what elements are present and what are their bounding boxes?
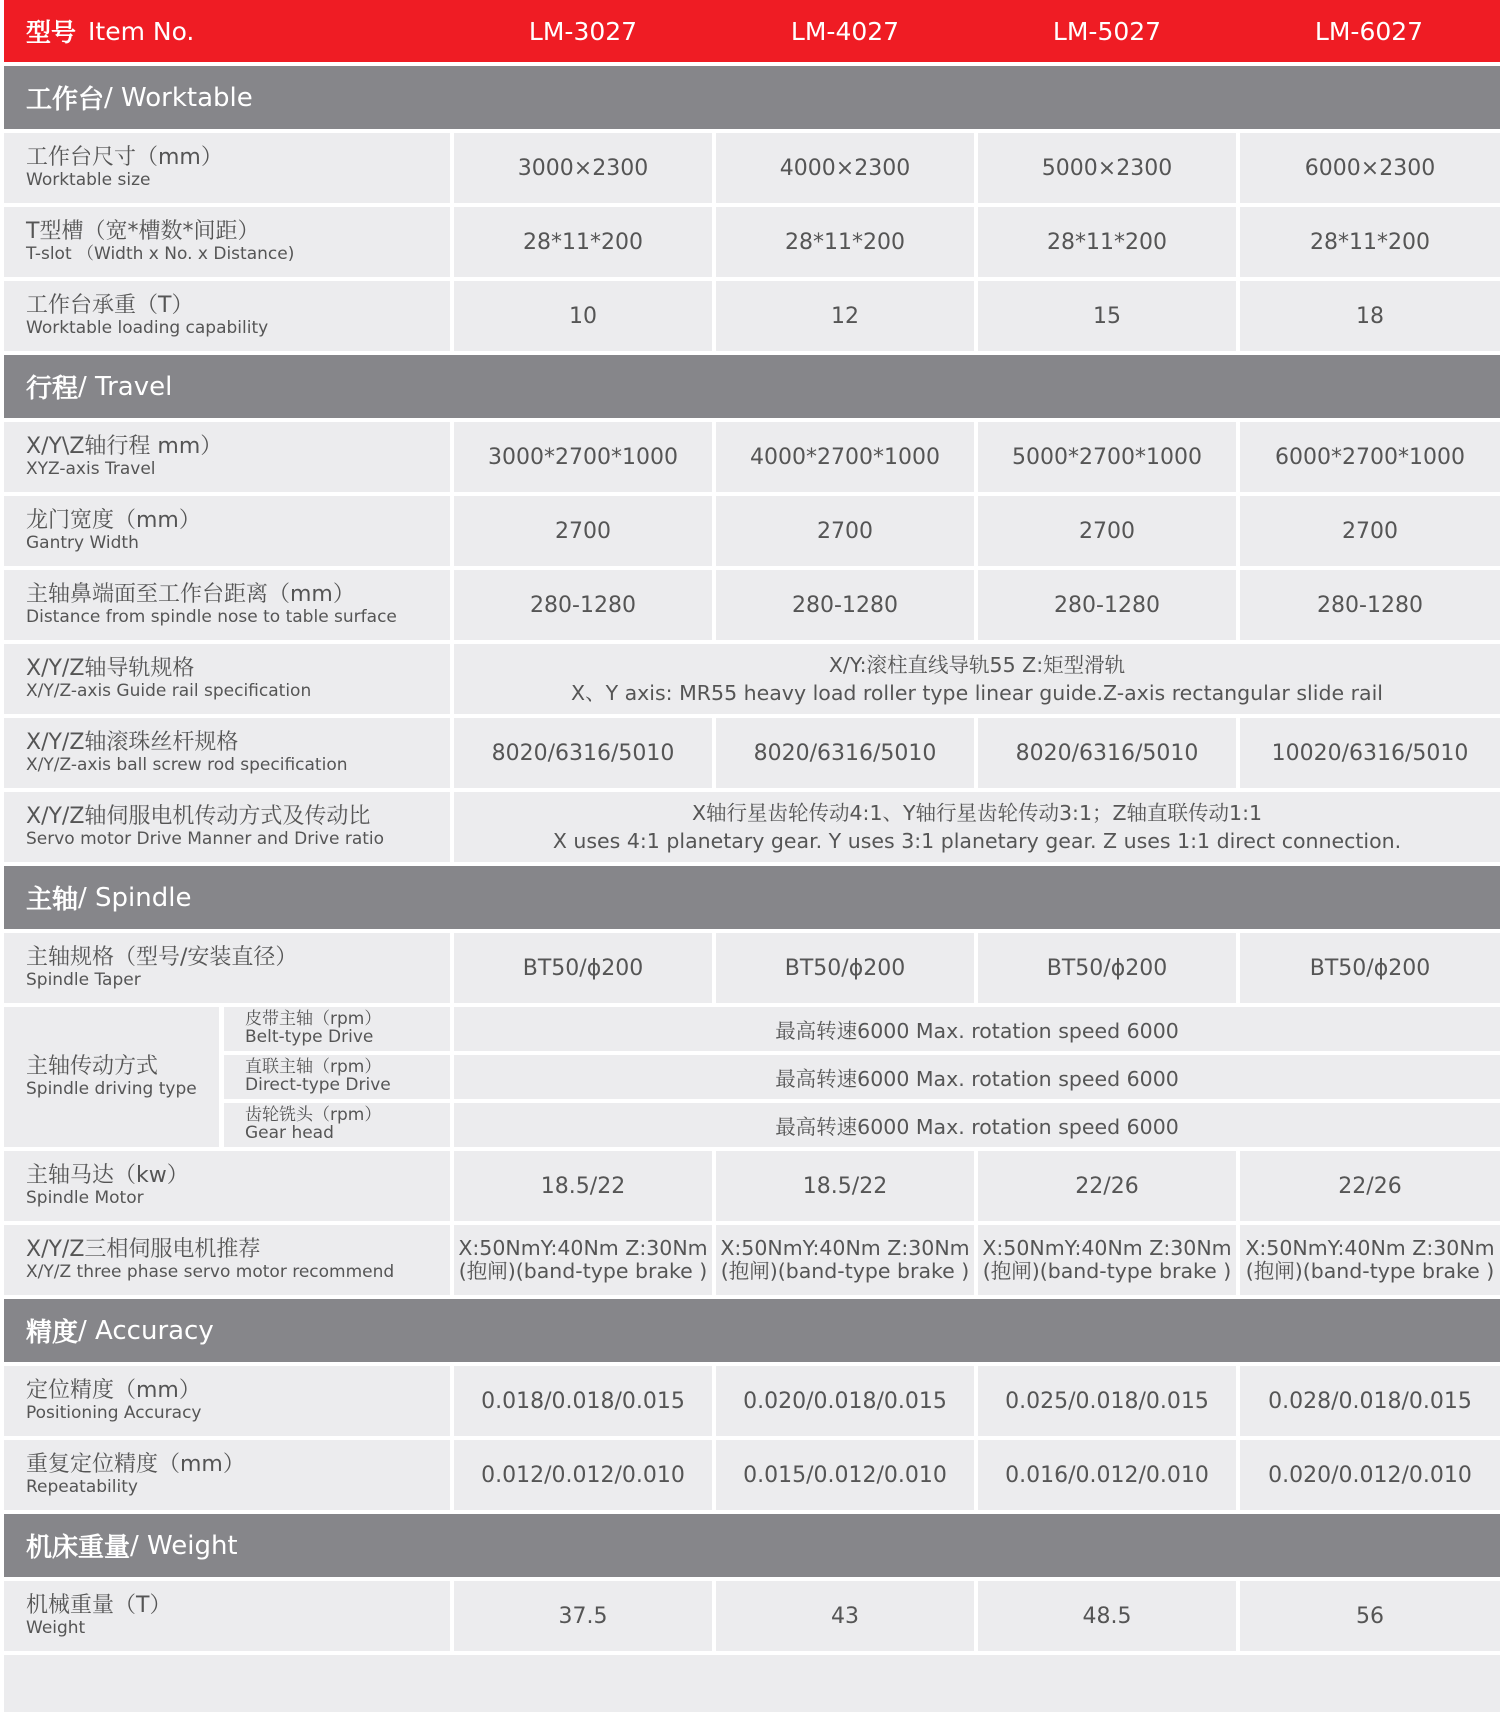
value-cell: 3000×2300 [454, 133, 712, 203]
label-cn: 重复定位精度（mm） [26, 1452, 245, 1477]
value-cell: 22/26 [1240, 1151, 1500, 1221]
value-cell: 56 [1240, 1581, 1500, 1651]
servo-torque: X:50NmY:40Nm Z:30Nm [1245, 1236, 1495, 1260]
servo-brake: (抱闸)(band-type brake ) [982, 1259, 1232, 1283]
value-cell: 10 [454, 281, 712, 351]
value-cell: 280-1280 [978, 570, 1236, 640]
row-label-spindle-driving [4, 1007, 219, 1147]
label-cn: 定位精度（mm） [26, 1378, 201, 1403]
value-cell: 0.020/0.018/0.015 [716, 1366, 974, 1436]
row-label-positioning [4, 1366, 450, 1436]
label-cn: 齿轮铣头（rpm） [245, 1105, 382, 1125]
servo-torque: X:50NmY:40Nm Z:30Nm [982, 1236, 1232, 1260]
value-cell: 22/26 [978, 1151, 1236, 1221]
value-cell: 2700 [1240, 496, 1500, 566]
value-cell: 43 [716, 1581, 974, 1651]
value-cell: 5000*2700*1000 [978, 422, 1236, 492]
label-en: Positioning Accuracy [26, 1403, 202, 1423]
value-cell: 10020/6316/5010 [1240, 718, 1500, 788]
row-label-spindle-nose [4, 570, 450, 640]
value-cell: 2700 [978, 496, 1236, 566]
row-label-spindle-taper [4, 933, 450, 1003]
row-label-servo-recommend [4, 1225, 450, 1295]
value-cell: 0.015/0.012/0.010 [716, 1440, 974, 1510]
label-cn: X/Y/Z三相伺服电机推荐 [26, 1237, 261, 1262]
footer-band [4, 1655, 1500, 1712]
sub-label-belt [224, 1007, 450, 1051]
row-label-ball-screw [4, 718, 450, 788]
label-cn: X/Y\Z轴行程 mm） [26, 434, 223, 459]
value-cell: 5000×2300 [978, 133, 1236, 203]
value-cell: 4000*2700*1000 [716, 422, 974, 492]
section-title-en: / Weight [130, 1530, 238, 1561]
value-cell: 280-1280 [1240, 570, 1500, 640]
label-en: X/Y/Z-axis Guide rail specification [26, 681, 312, 701]
section-title-cn: 精度 [26, 1318, 79, 1348]
value-cell: 2700 [454, 496, 712, 566]
value-cell: 4000×2300 [716, 133, 974, 203]
value-cell: 18.5/22 [454, 1151, 712, 1221]
label-en: X/Y/Z-axis ball screw rod specification [26, 755, 348, 775]
label-en: Worktable size [26, 170, 151, 190]
value-cell: 280-1280 [454, 570, 712, 640]
section-title-en: / Travel [78, 371, 173, 402]
value-cell: BT50/ϕ200 [716, 933, 974, 1003]
row-label-guide-rail [4, 644, 450, 714]
servo-torque: X:50NmY:40Nm Z:30Nm [720, 1236, 970, 1260]
label-cn: 主轴传动方式 [26, 1054, 159, 1079]
servo-recommend-cell [716, 1225, 974, 1295]
label-cn: 工作台承重（T） [26, 293, 194, 318]
label-cn: 直联主轴（rpm） [245, 1057, 382, 1077]
guide-rail-value [454, 644, 1500, 714]
value-cell: 0.016/0.012/0.010 [978, 1440, 1236, 1510]
label-en: Servo motor Drive Manner and Drive ratio [26, 829, 385, 849]
header-label [4, 0, 452, 62]
label-en: XYZ-axis Travel [26, 459, 156, 479]
value-cell: 28*11*200 [978, 207, 1236, 277]
value-cell: 0.012/0.012/0.010 [454, 1440, 712, 1510]
row-label-worktable-size [4, 133, 450, 203]
label-cn: T型槽（宽*槽数*间距） [26, 219, 260, 244]
label-en: Weight [26, 1618, 86, 1638]
label-cn: 龙门宽度（mm） [26, 508, 201, 533]
label-cn: 皮带主轴（rpm） [245, 1009, 382, 1029]
value-en: X uses 4:1 planetary gear. Y uses 3:1 planetary gear. Z uses 1:1 direct connection. [552, 829, 1402, 853]
label-en: Gear head [245, 1123, 334, 1143]
row-label-spindle-motor [4, 1151, 450, 1221]
value-cell: 0.018/0.018/0.015 [454, 1366, 712, 1436]
value-cell: 8020/6316/5010 [978, 718, 1236, 788]
label-cn: 机械重量（T） [26, 1593, 172, 1618]
label-en: X/Y/Z three phase servo motor recommend [26, 1262, 395, 1282]
value-cell: 8020/6316/5010 [716, 718, 974, 788]
value-cell: BT50/ϕ200 [1240, 933, 1500, 1003]
header-label-cn: 型号 [26, 18, 77, 47]
servo-torque: X:50NmY:40Nm Z:30Nm [458, 1236, 708, 1260]
section-title-cn: 工作台 [26, 85, 105, 115]
label-en: Belt-type Drive [245, 1027, 374, 1047]
sub-label-gear [224, 1103, 450, 1147]
label-en: Gantry Width [26, 533, 139, 553]
label-en: Spindle driving type [26, 1079, 197, 1099]
label-cn: 工作台尺寸（mm） [26, 145, 223, 170]
sub-label-direct [224, 1055, 450, 1099]
row-label-gantry [4, 496, 450, 566]
section-title-en: / Worktable [104, 82, 253, 113]
row-label-loading [4, 281, 450, 351]
section-spindle [4, 866, 1500, 929]
value-cell: 18 [1240, 281, 1500, 351]
value-cell: 12 [716, 281, 974, 351]
section-title-cn: 行程 [26, 374, 79, 404]
label-en: Repeatability [26, 1477, 138, 1497]
value-cell: 2700 [716, 496, 974, 566]
servo-recommend-cell [978, 1225, 1236, 1295]
value-cell: BT50/ϕ200 [978, 933, 1236, 1003]
value-cell: 0.028/0.018/0.015 [1240, 1366, 1500, 1436]
label-cn: X/Y/Z轴导轨规格 [26, 656, 195, 681]
value-cell: 6000×2300 [1240, 133, 1500, 203]
header-label-en: Item No. [88, 16, 195, 46]
row-label-tslot [4, 207, 450, 277]
label-en: Distance from spindle nose to table surface [26, 607, 397, 627]
value-cell: 280-1280 [716, 570, 974, 640]
label-cn: 主轴马达（kw） [26, 1163, 189, 1188]
servo-brake: (抱闸)(band-type brake ) [720, 1259, 970, 1283]
label-en: Spindle Motor [26, 1188, 144, 1208]
label-en: Worktable loading capability [26, 318, 269, 338]
belt-drive-value: 最高转速6000 Max. rotation speed 6000 [454, 1007, 1500, 1051]
section-title-cn: 主轴 [26, 885, 79, 915]
value-cell: BT50/ϕ200 [454, 933, 712, 1003]
servo-brake: (抱闸)(band-type brake ) [458, 1259, 708, 1283]
section-accuracy [4, 1299, 1500, 1362]
gear-head-value: 最高转速6000 Max. rotation speed 6000 [454, 1103, 1500, 1147]
row-label-machine-weight [4, 1581, 450, 1651]
label-cn: 主轴规格（型号/安装直径） [26, 945, 298, 970]
row-label-servo-drive [4, 792, 450, 862]
value-cell: 37.5 [454, 1581, 712, 1651]
value-cell: 48.5 [978, 1581, 1236, 1651]
value-cell: 28*11*200 [716, 207, 974, 277]
value-cell: 15 [978, 281, 1236, 351]
model-header-1: LM-3027 [452, 0, 714, 62]
label-cn: X/Y/Z轴滚珠丝杆规格 [26, 730, 239, 755]
row-label-repeatability [4, 1440, 450, 1510]
model-header-3: LM-5027 [976, 0, 1238, 62]
direct-drive-value: 最高转速6000 Max. rotation speed 6000 [454, 1055, 1500, 1099]
value-cell: 0.025/0.018/0.015 [978, 1366, 1236, 1436]
servo-recommend-cell [1240, 1225, 1500, 1295]
label-cn: 主轴鼻端面至工作台距离（mm） [26, 582, 355, 607]
value-en: X、Y axis: MR55 heavy load roller type linear guide.Z-axis rectangular slide rail [571, 681, 1383, 705]
value-cell: 8020/6316/5010 [454, 718, 712, 788]
value-cell: 6000*2700*1000 [1240, 422, 1500, 492]
value-cn: X/Y:滚柱直线导轨55 Z:矩型滑轨 [828, 653, 1126, 677]
value-cn: X轴行星齿轮传动4:1、Y轴行星齿轮传动3:1；Z轴直联传动1:1 [691, 801, 1263, 825]
servo-brake: (抱闸)(band-type brake ) [1245, 1259, 1495, 1283]
value-cell: 0.020/0.012/0.010 [1240, 1440, 1500, 1510]
row-label-xyz-travel [4, 422, 450, 492]
label-en: Direct-type Drive [245, 1075, 391, 1095]
section-title-en: / Accuracy [78, 1315, 214, 1346]
value-cell: 28*11*200 [454, 207, 712, 277]
section-title-cn: 机床重量 [26, 1533, 131, 1563]
model-header-4: LM-6027 [1238, 0, 1500, 62]
section-title-en: / Spindle [78, 882, 192, 913]
section-travel [4, 355, 1500, 418]
label-en: T-slot （Width x No. x Distance) [26, 244, 295, 264]
model-header-2: LM-4027 [714, 0, 976, 62]
section-weight [4, 1514, 1500, 1577]
section-worktable [4, 66, 1500, 129]
label-cn: X/Y/Z轴伺服电机传动方式及传动比 [26, 804, 371, 829]
value-cell: 3000*2700*1000 [454, 422, 712, 492]
value-cell: 18.5/22 [716, 1151, 974, 1221]
value-cell: 28*11*200 [1240, 207, 1500, 277]
servo-drive-value [454, 792, 1500, 862]
label-en: Spindle Taper [26, 970, 141, 990]
servo-recommend-cell [454, 1225, 712, 1295]
